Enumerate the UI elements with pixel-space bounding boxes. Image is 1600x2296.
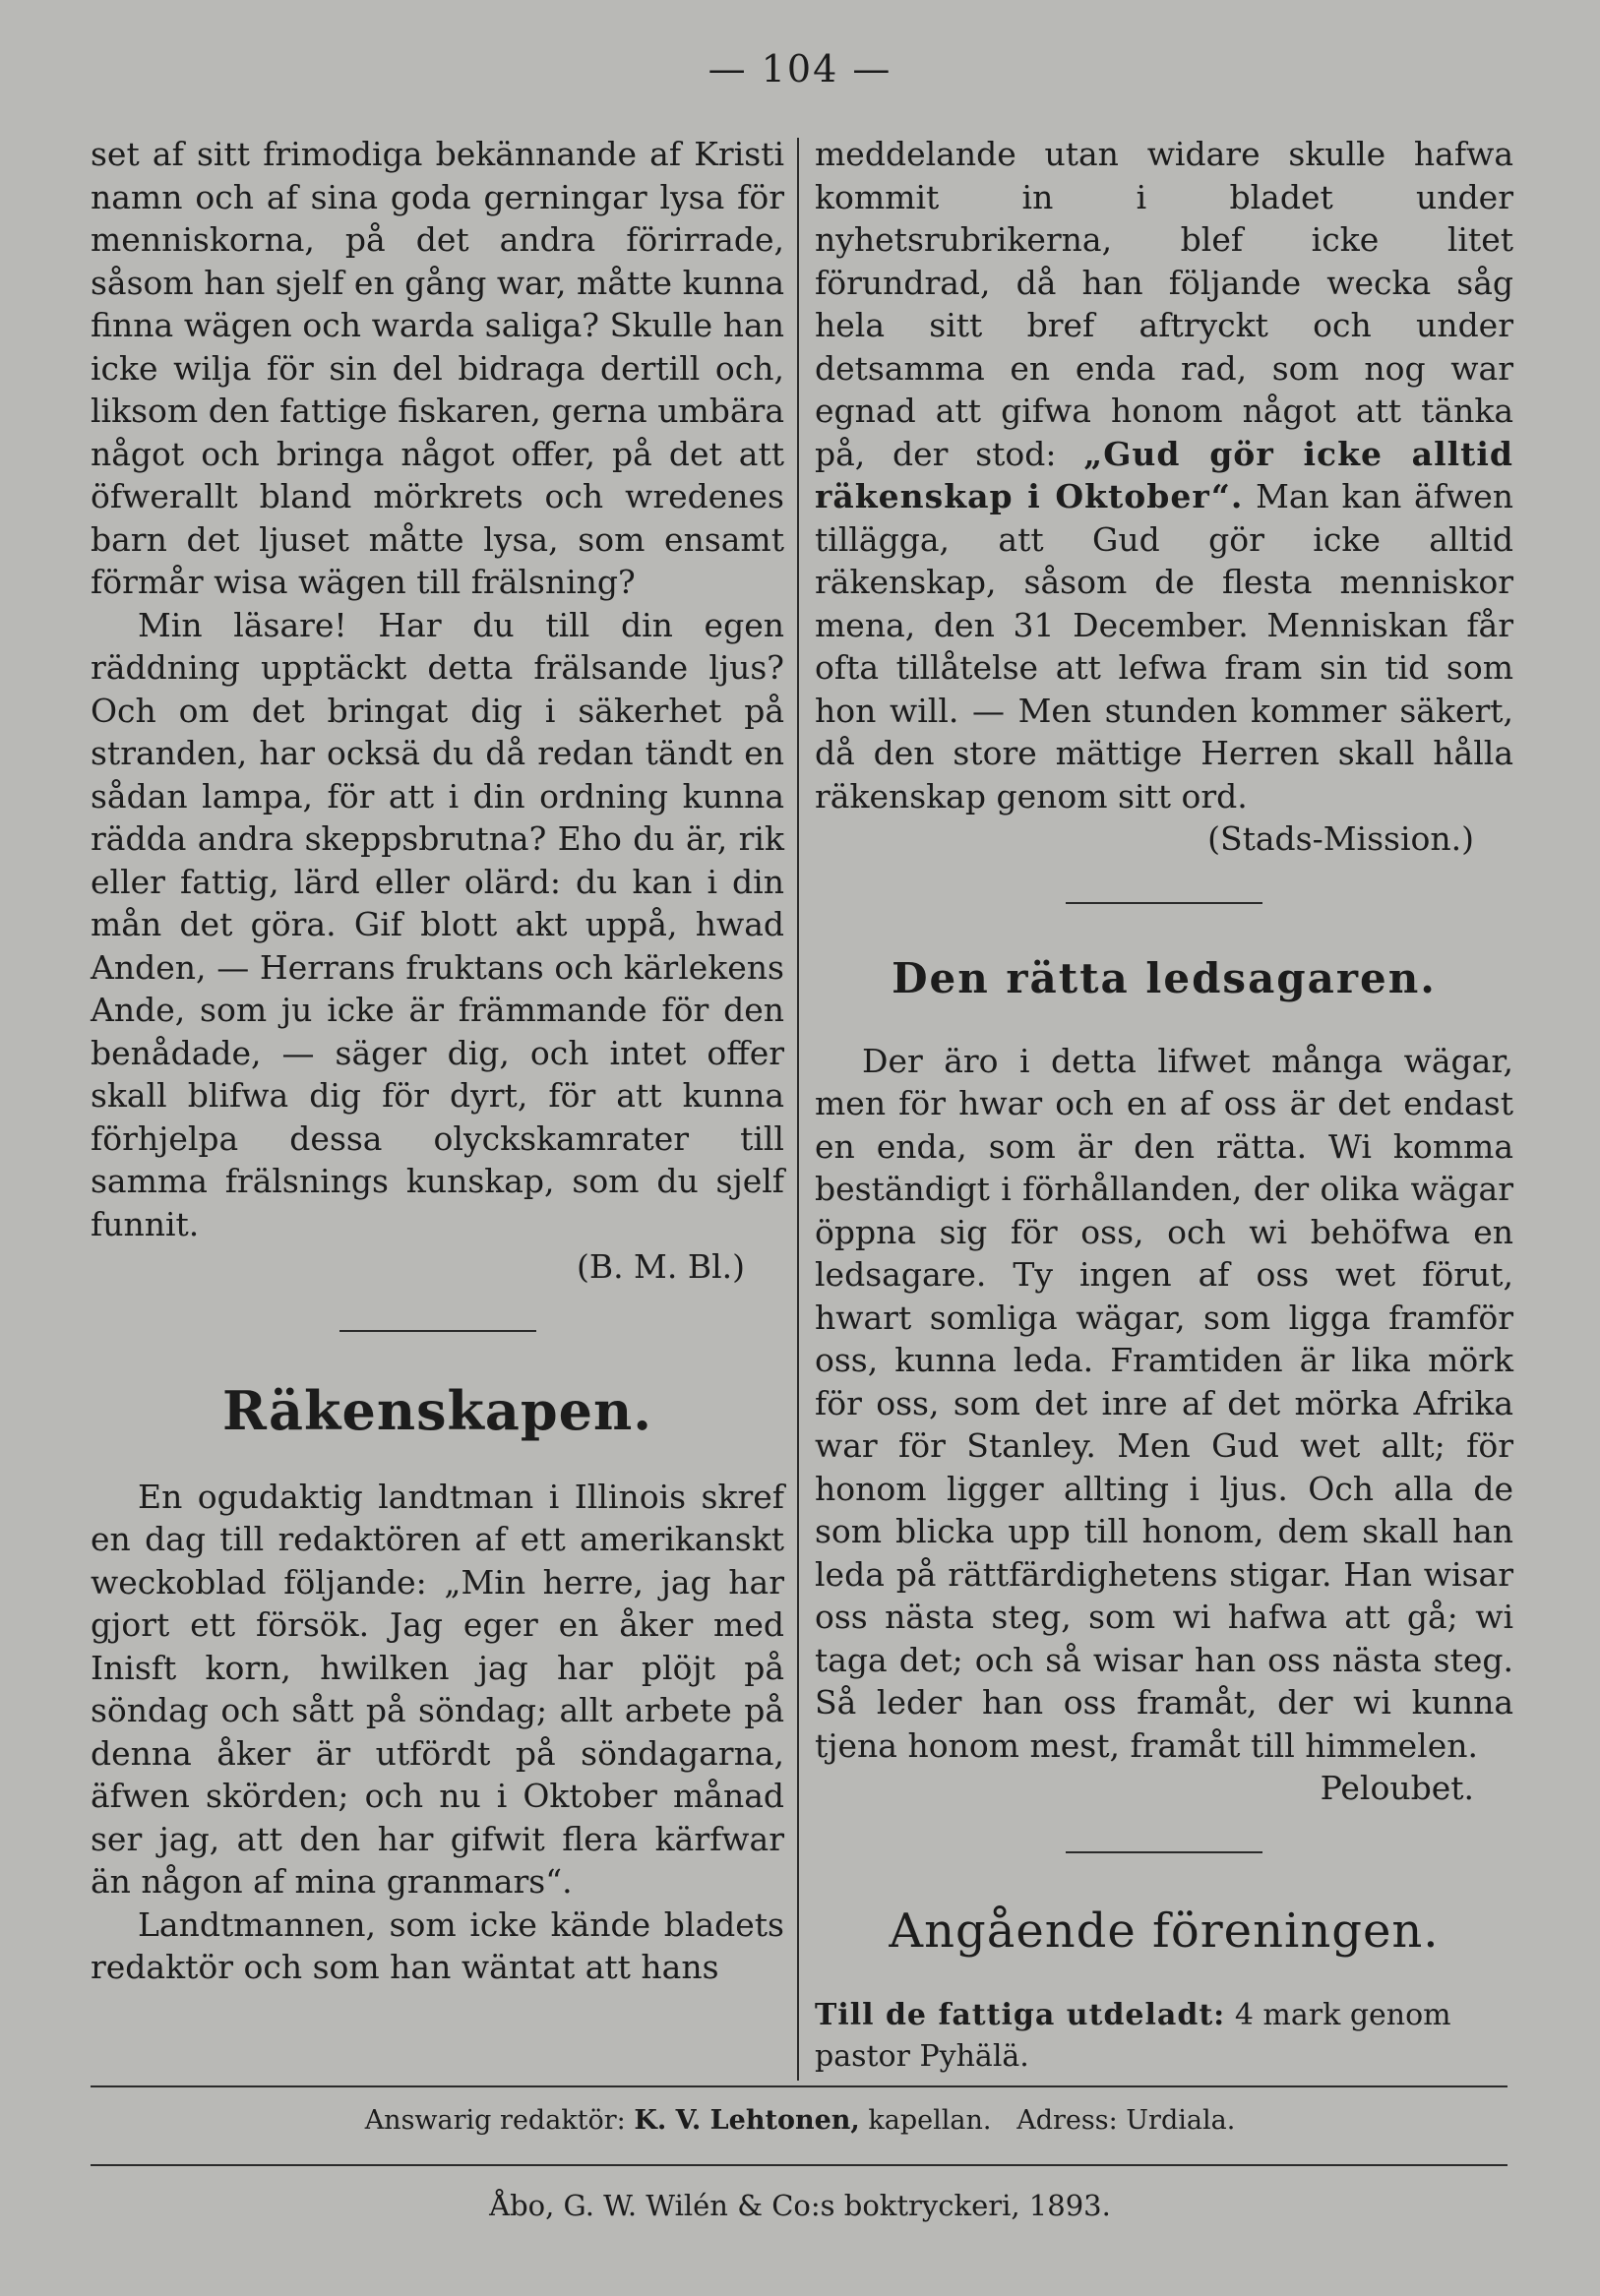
right-paragraph-1-end: Man kan äfwen tillägga, att Gud gör icke alltid räkenskap, såsom de flesta menniskor mena, den 31 December. Menniskan får ofta tillåtelse att lefwa fram sin tid som hon will. — Men stunden kommer säkert, då den store mättige Herren skall hålla räkenskap genom sitt ord.: [815, 477, 1513, 816]
heading-foreningen: Angående föreningen.: [889, 1903, 1440, 1959]
right-paragraph-1-start: meddelande utan widare skulle hafwa kommit in i bladet under nyhetsrubrikerna, blef icke litet förundrad, då han följande wecka såg hela sitt bref aftryckt och under detsamma en enda rad, som nog war egnad att gifwa honom något att tänka på, der stod:: [815, 135, 1513, 473]
left-paragraph-3: En ogudaktig landtman i Illinois skref en dag till redaktören af ett amerikanskt weckoblad följande: „Min herre, jag har gjort ett försök. Jag eger en åker med Inisft korn, hwilken jag har plöjt på söndag och sått på söndag; allt arbete på denna åker är utfördt på söndagarna, äfwen skörden; och nu i Oktober månad ser jag, att den har gifwit flera kärfwar än någon af mina granmars“.: [91, 1477, 784, 1901]
section-rule: [1066, 902, 1262, 904]
address-value: Urdiala.: [1126, 2105, 1236, 2136]
donation-label: Till de fattiga utdeladt:: [815, 1997, 1226, 2032]
right-paragraph-1: [815, 133, 1513, 817]
left-paragraph-4: Landtmannen, som icke kände bladets redaktör och som han wäntat att hans: [91, 1904, 784, 1986]
editor-title: kapellan.: [868, 2105, 992, 2136]
footer-printer: Åbo, G. W. Wilén & Co:s boktryckeri, 1893.: [489, 2189, 1111, 2222]
right-paragraph-2: Der äro i detta lifwet många wägar, men för hwar och en af oss är det endast en enda, som är den rätta. Wi komma beständigt i förhållanden, der olika wägar öppna sig för oss, och wi behöfwa en ledsagare. Ty ingen af oss wet förut, hwart somliga wägar, som ligga framför oss, kunna leda. Framtiden är lika mörk för oss, som det inre af det mörka Afrika war för Stanley. Men Gud wet allt; för honom ligger allting i ljus. Och alla de som blicka upp till honom, dem skall han leda på rättfärdighetens stigar. Han wisar oss nästa steg, som wi hafwa att gå; wi taga det; och så wisar han oss nästa steg. Så leder han oss framåt, der wi kunna tjena honom mest, framåt till himmelen.: [815, 1041, 1513, 1765]
editor-name: K. V. Lehtonen,: [634, 2105, 860, 2136]
heading-ratta-ledsagaren: Den rätta ledsagaren.: [892, 953, 1437, 1002]
signature-peloubet: Peloubet.: [1320, 1769, 1474, 1807]
footer-rule-top: [91, 2085, 1508, 2087]
donation-text: 4 mark genom pastor Pyhälä.: [815, 1997, 1451, 2074]
footer-editor-line: [0, 2105, 1600, 2136]
editor-prefix: Answarig redaktör:: [364, 2105, 626, 2136]
signature-stads-mission: (Stads-Mission.): [1207, 819, 1474, 858]
page-number: — 104 —: [708, 47, 892, 91]
heading-rakenskapen: Räkenskapen.: [221, 1378, 653, 1442]
section-rule: [339, 1330, 536, 1332]
column-divider: [797, 138, 799, 2081]
signature-bmbl: (B. M. Bl.): [576, 1247, 745, 1286]
footer-rule-bottom: [91, 2164, 1508, 2166]
right-column: [815, 133, 1513, 2078]
left-paragraph-2: Min läsare! Har du till din egen räddning upptäckt detta frälsande ljus? Och om det bringat dig i säkerhet på stranden, har ocksä du då redan tändt en sådan lampa, för att i din ordning kunna rädda andra skeppsbrutna? Eho du är, rik eller fattig, lärd eller olärd: du kan i din mån det göra. Gif blott akt uppå, hwad Anden, — Herrans fruktans och kärlekens Ande, som ju icke är främmande för den benådade, — säger dig, och intet offer skall blifwa dig för dyrt, för att kunna förhjelpa dessa olyckskamrater till samma frälsnings kunskap, som du sjelf funnit.: [91, 605, 784, 1243]
section-rule: [1066, 1851, 1262, 1853]
left-paragraph-1: set af sitt frimodiga bekännande af Kristi namn och af sina goda gerningar lysa för menniskorna, på det andra förirrade, såsom han sjelf en gång war, måtte kunna finna wägen och warda saliga? Skulle han icke wilja för sin del bidraga dertill och, liksom den fattige fiskaren, gerna umbära något och bringa något offer, på det att öfwerallt bland mörkrets och wredenes barn det ljuset måtte lysa, som ensamt förmår wisa wägen till frälsning?: [91, 135, 784, 601]
left-column: [91, 133, 784, 1989]
address-label: Adress:: [1016, 2105, 1118, 2136]
quote-bold: „Gud gör icke alltid räkenskap i Oktober“.: [815, 434, 1513, 515]
donation-note: [815, 1995, 1513, 2078]
